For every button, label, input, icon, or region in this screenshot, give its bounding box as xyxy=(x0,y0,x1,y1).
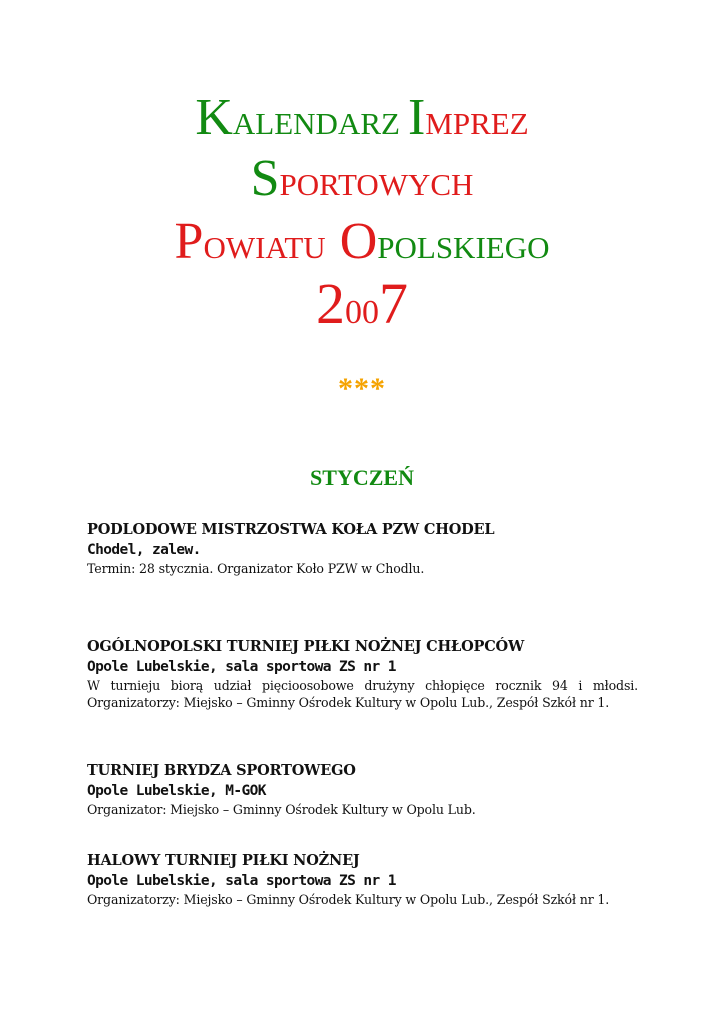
event-description: W turnieju biorą udział pięcioosobowe drużyny chłopięce rocznik 94 i młodsi. Organizatorzy: Miejsko – Gminny Ośrodek Kultury w Opolu Lub., Zespół Szkół nr 1. xyxy=(87,678,638,710)
title-small-caps: PORTOWYCH xyxy=(279,167,474,202)
year-digits-small: 00 xyxy=(345,294,379,331)
event-place: Chodel, zalew. xyxy=(87,542,201,558)
title-small-caps: OWIATU xyxy=(203,230,326,265)
event-title: HALOWY TURNIEJ PIŁKI NOŻNEJ xyxy=(87,852,360,869)
year-digit: 7 xyxy=(379,271,408,336)
title-initial: O xyxy=(339,213,378,270)
title-initial: I xyxy=(407,89,426,146)
title-line-1 xyxy=(0,89,724,146)
year-digit: 2 xyxy=(316,271,345,336)
event-title: TURNIEJ BRYDZA SPORTOWEGO xyxy=(87,762,356,779)
title-small-caps: POLSKIEGO xyxy=(377,230,550,265)
event-entry xyxy=(87,637,638,711)
event-entry xyxy=(87,520,638,577)
event-place: Opole Lubelskie, sala sportowa ZS nr 1 xyxy=(87,873,396,889)
event-place: Opole Lubelskie, sala sportowa ZS nr 1 xyxy=(87,659,396,675)
event-entry xyxy=(87,851,638,908)
event-title: PODLODOWE MISTRZOSTWA KOŁA PZW CHODEL xyxy=(87,521,495,538)
event-description: Organizator: Miejsko – Gminny Ośrodek Kultury w Opolu Lub. xyxy=(87,802,476,817)
separator-stars: *** xyxy=(338,372,386,405)
event-title: OGÓLNOPOLSKI TURNIEJ PIŁKI NOŻNEJ CHŁOPCÓW xyxy=(87,638,525,655)
title-initial: P xyxy=(174,213,204,270)
title-line-3 xyxy=(0,213,724,270)
title-line-2 xyxy=(0,150,724,207)
title-small-caps: ALENDARZ xyxy=(232,106,400,141)
title-initial: S xyxy=(250,150,280,207)
document-title xyxy=(0,89,724,336)
event-description: Organizatorzy: Miejsko – Gminny Ośrodek Kultury w Opolu Lub., Zespół Szkół nr 1. xyxy=(87,892,610,907)
title-small-caps: MPREZ xyxy=(425,106,529,141)
event-place: Opole Lubelskie, M-GOK xyxy=(87,783,266,799)
event-entry xyxy=(87,761,638,818)
title-initial: K xyxy=(195,89,233,146)
event-description: Termin: 28 stycznia. Organizator Koło PZW w Chodlu. xyxy=(87,561,425,576)
title-year xyxy=(0,271,724,336)
month-heading: STYCZEŃ xyxy=(310,465,414,490)
